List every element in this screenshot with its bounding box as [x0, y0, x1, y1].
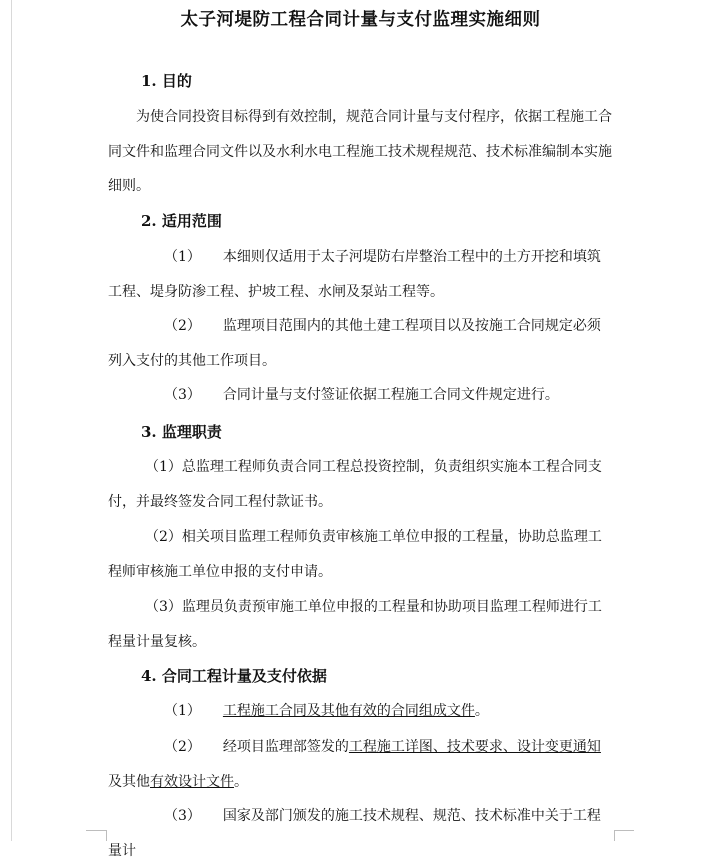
page-edge-line — [11, 0, 12, 841]
item-text: 合同计量与支付签证依据工程施工合同文件规定进行。 — [222, 387, 559, 403]
paragraph-duties-1: （1）总监理工程师负责合同工程总投资控制，负责组织实施本工程合同支付，并最终签发合同工程付款证书。 — [108, 459, 602, 510]
item-number: （3） — [164, 387, 201, 403]
paragraph-basis-1 — [108, 694, 614, 729]
underlined-text: 有效设计文件 — [150, 773, 234, 790]
item-text: 经项目监理部签发的 — [222, 739, 349, 755]
underlined-text: 工程施工合同及其他有效的合同组成文件 — [222, 703, 475, 719]
item-number: （1） — [164, 703, 201, 719]
punctuation: 。 — [474, 703, 489, 719]
crop-mark — [614, 830, 634, 831]
paragraph-duties-2: （2）相关项目监理工程师负责审核施工单位申报的工程量，协助总监理工程师审核施工单位申报的支付申请。 — [108, 529, 602, 580]
document-title: 太子河堤防工程合同计量与支付监理实施细则 — [180, 10, 541, 30]
paragraph-duties-3: （3）监理员负责预审施工单位申报的工程量和协助项目监理工程师进行工程量计量复核。 — [108, 599, 602, 650]
underlined-text: 工程施工详图、技术要求、设计变更通知 — [348, 739, 601, 755]
item-number: （1） — [164, 249, 201, 265]
item-text: 本细则仅适用于太子河堤防右岸整治工程中的土方开挖和填筑工程、堤身防渗工程、护坡工程、水闸及泵站工程等。 — [108, 249, 601, 300]
section-heading-basis: 4. 合同工程计量及支付依据 — [141, 667, 327, 685]
crop-mark — [86, 830, 106, 831]
item-text: 监理项目范围内的其他土建工程项目以及按施工合同规定必须列入支付的其他工作项目。 — [108, 318, 601, 369]
item-number: （3） — [164, 808, 201, 824]
section-heading-duties: 3. 监理职责 — [141, 423, 222, 441]
paragraph-basis-2 — [108, 730, 614, 799]
paragraph-basis-3 — [108, 799, 614, 868]
crop-mark — [614, 830, 615, 841]
punctuation: 。 — [234, 773, 248, 790]
paragraph-scope-1 — [108, 240, 614, 309]
crop-mark — [106, 830, 107, 841]
item-number: （2） — [164, 318, 201, 334]
item-number: （2） — [164, 739, 201, 755]
paragraph-purpose: 为使合同投资目标得到有效控制，规范合同计量与支付程序，依据工程施工合同文件和监理合同文件以及水利水电工程施工技术规程规范、技术标准编制本实施细则。 — [108, 109, 612, 194]
paragraph-scope-3 — [108, 378, 614, 413]
section-heading-scope: 2. 适用范围 — [141, 212, 222, 230]
paragraph-scope-2 — [108, 309, 614, 378]
item-text: 国家及部门颁发的施工技术规程、规范、技术标准中关于工程量计 — [108, 808, 601, 859]
section-heading-purpose: 1. 目的 — [141, 72, 192, 90]
item-text: 及其他 — [108, 773, 150, 790]
